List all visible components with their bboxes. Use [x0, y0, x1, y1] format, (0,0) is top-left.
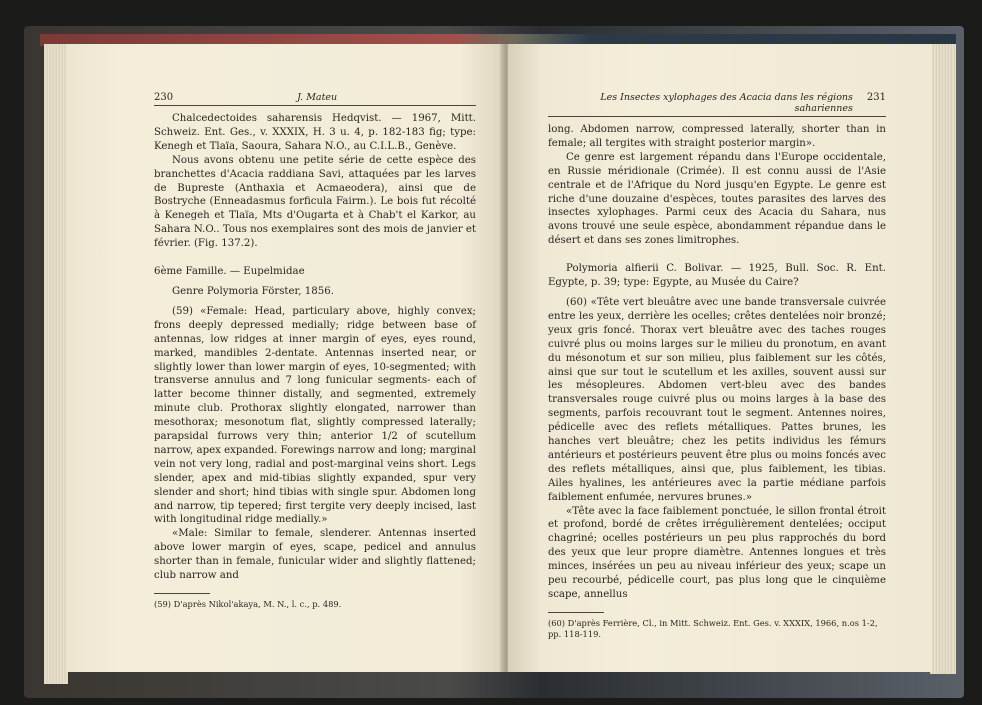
- section-heading: 6ème Famille. — Eupelmidae: [154, 266, 305, 278]
- running-head: J. Mateu: [297, 92, 338, 103]
- paragraph: (59) «Female: Head, particulary above, highly convex; frons deeply depressed medially; ridge between base of antennas, low ridges at inner margin of eyes, eyes round, marked, mandibles 2-dentate. Antennas inserted near, or slightly lower than lower margin of eyes, 10-segmented; with transverse annulus and 7 long funicular segments- each of latter become thinner distally, and segmented, extremely minute club. Prothorax slightly elongated, narrower than mesothorax; mesonotum flat, slightly compressed laterally; parapsidal furrows very thin; anterior 1/2 of scutellum narrow, apex expanded. Forewings narrow and long; marginal vein not very long, radial and post-marginal veins short. Legs slender, apex and mid-tibias slightly expanded, spur very slender and short; hind tibias with single spur. Abdomen long and narrow, tip tepered; first tergite very deeply incised, last with longitudinal ridge medially.»: [154, 305, 476, 526]
- species-heading: Polymoria alfierii C. Bolivar. — 1925, Bull. Soc. R. Ent. Egypte, p. 39; type: Egypte, au Musée du Caire?: [548, 263, 886, 289]
- page-block-left: [44, 44, 68, 684]
- paragraph: «Tête avec la face faiblement ponctuée, le sillon frontal étroit et profond, bordé de crêtes irrégulièrement dentelées; occiput chagriné; ocelles postérieurs un peu plus rapprochés du bord des yeux que leur propre diamètre. Antennes longues et très minces, insérées un peu au niveau inférieur des yeux; scape un peu recourbé, pédicelle court, pas plus long que le cinquième scape, annellus: [548, 505, 886, 600]
- paragraph: Ce genre est largement répandu dans l'Europe occidentale, en Russie méridionale (Crimée). Il est connu aussi de l'Asie centrale et de l'Afrique du Nord jusqu'en Egypte. Le genre est riche d'une douzaine d'espèces, toutes parasites des larves des insectes xylophages. Parmi ceux des Acacia du Sahara, nus avons trouvé une seule espèce, abondamment répandue dans le désert et dans ses zones limitrophes.: [548, 151, 886, 247]
- footnote: (59) D'après Nikol'akaya, M. N., l. c., p. 489.: [154, 599, 342, 609]
- paragraph: (60) «Tête vert bleuâtre avec une bande transversale cuivrée entre les yeux, derrière les ocelles; crêtes dentelées noir bronzé; yeux gris foncé. Thorax vert bleuâtre avec des taches rouges cuivré plus ou moins larges sur le milieu du pronotum, en avant du mésonotum et sur son milieu, plus faiblement sur les côtés, ainsi que sur tout le scutellum et les axilles, souvent aussi sur les mésopleures. Abdomen vert-bleu avec des bandes transversales rouge cuivré plus ou moins larges à la base des segments, parfois recouvrant tout le segment. Antennes noires, pédicelle avec des reflets métalliques. Pattes brunes, les hanches vert bleuâtre; chez les petits individus les fémurs antérieurs et postérieurs peuvent être plus ou moins foncés avec des reflets métalliques, ainsi que, plus faiblement, les tibias. Ailes hyalines, les antérieures avec la partie médiane parfois faiblement enfumée, nervures brunes.»: [548, 296, 886, 503]
- paragraph: long. Abdomen narrow, compressed laterally, shorter than in female; all tergites with straight posterior margin».: [548, 124, 886, 149]
- footnote-rule: [548, 612, 604, 613]
- paragraph: Nous avons obtenu une petite série de cette espèce des branchettes d'Acacia raddiana Savi, attaquées par les larves de Bupreste (Anthaxia et Acmaeodera), ainsi que de Bostryche (Enneadasmus forficula Fairm.). Le bois fut récolté à Kenegeh et Tlaïa, Mts d'Ougarta et à Chab't el Karkor, au Sahara N.O.. Tous nos exemplaires sont des mois de janvier et février. (Fig. 137.2).: [154, 154, 476, 250]
- right-page-header: [548, 92, 886, 117]
- left-page-body: [154, 112, 476, 583]
- paragraph: «Male: Similar to female, slenderer. Antennas inserted above lower margin of eyes, scape, pedicel and annulus shorter than in female, funicular wider and slightly flattened; club narrow and: [154, 528, 476, 582]
- footnote: (60) D'après Ferrière, Cl., in Mitt. Schweiz. Ent. Ges. v. XXXIX, 1966, n.os 1-2, pp. 118-119.: [548, 617, 878, 639]
- running-head: Les Insectes xylophages des Acacia dans les régions sahariennes: [600, 92, 853, 114]
- right-page-body: [548, 123, 886, 602]
- page-block-right: [930, 44, 956, 674]
- left-page-header: [154, 92, 476, 106]
- paragraph: Chalcedectoides saharensis Hedqvist. — 1967, Mitt. Schweiz. Ent. Ges., v. XXXIX, H. 3 u. 4, p. 182-183 fig; type: Kenegh et Tlaïa, Saoura, Sahara N.O., au C.I.L.B., Genève.: [154, 113, 476, 152]
- genus-heading: Genre Polymoria Förster, 1856.: [172, 285, 334, 297]
- footnote-rule: [154, 593, 210, 594]
- left-page: [66, 44, 504, 672]
- right-page: [508, 44, 932, 672]
- page-number: 231: [866, 92, 886, 103]
- page-number: 230: [154, 92, 174, 103]
